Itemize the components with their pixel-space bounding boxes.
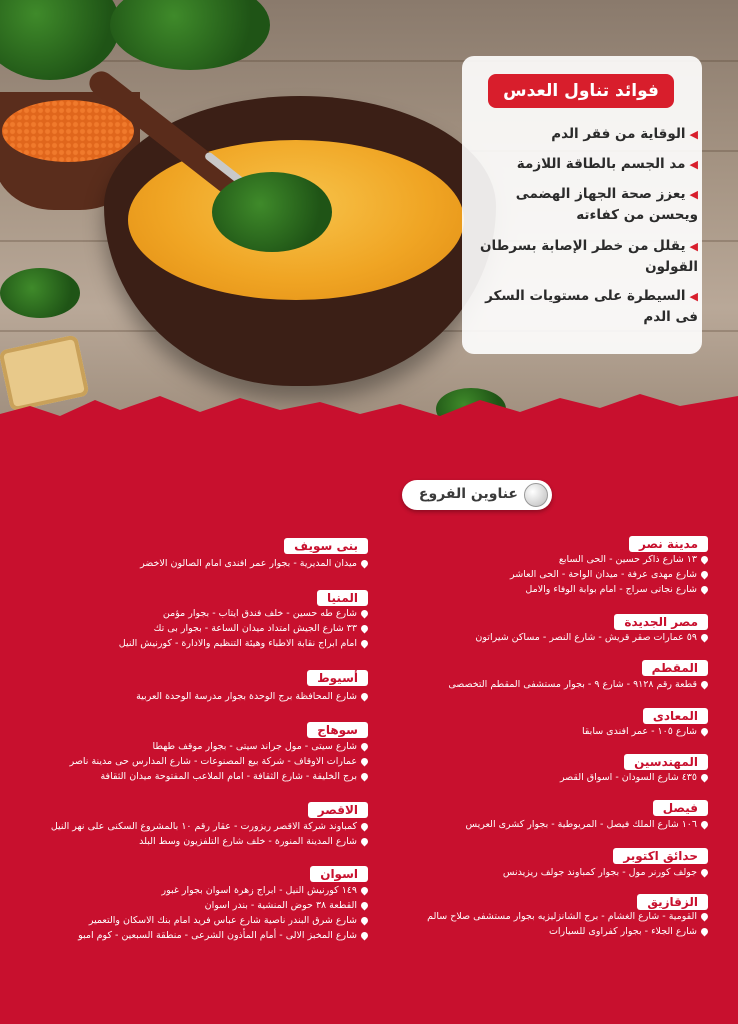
city-label: المقطم [642, 660, 708, 676]
location-pin-icon [360, 822, 370, 832]
location-pin-icon [700, 912, 710, 922]
pin-ball-icon [524, 483, 548, 507]
location-pin-icon [700, 680, 710, 690]
benefit-item [480, 236, 698, 277]
benefit-text: مد الجسم بالطاقة اللازمة [516, 156, 686, 172]
location-pin-icon [360, 624, 370, 634]
address-line: القومية - شارع الغشام - برج الشانزليزيه بجوار مستشفى صلاح سالم [427, 910, 708, 924]
bullet-arrow-icon: ◀ [689, 188, 698, 201]
benefit-text: يقلل من خطر الإصابة بسرطان القولون [480, 238, 698, 275]
torn-paper-edge [0, 388, 738, 448]
address-line: شارع شرق البندر ناصية شارع عباس فريد امام بنك الاسكان والتعمير [89, 914, 368, 928]
parsley-leaves [0, 268, 80, 318]
benefit-text: السيطرة على مستويات السكر فى الدم [485, 288, 698, 325]
city-label: المهندسين [624, 754, 708, 770]
location-pin-icon [700, 585, 710, 595]
location-pin-icon [360, 772, 370, 782]
location-pin-icon [700, 927, 710, 937]
address-line: شارع طه حسين - خلف فندق ايتاب - بجوار مؤمن [163, 607, 368, 621]
location-pin-icon [360, 837, 370, 847]
benefits-title: فوائد تناول العدس [488, 74, 674, 108]
address-line: القطعة ٣٨ حوض المنشية - بندر اسوان [205, 899, 368, 913]
city-label: أسيوط [307, 670, 368, 686]
benefit-text: الوقاية من فقر الدم [551, 126, 686, 142]
city-label: فيصل [653, 800, 708, 816]
benefit-item [480, 124, 698, 145]
address-line: جولف كورنر مول - بجوار كمباوند جولف ريزيدنس [503, 866, 708, 880]
benefit-item [480, 184, 698, 225]
address-line: ٥٩ عمارات صقر قريش - شارع النصر - مساكن شيراتون [475, 631, 708, 645]
address-line: ١٤٩ كورنيش النيل - ابراج زهرة اسوان بجوار غبور [162, 884, 368, 898]
address-line: ميدان المديرية - بجوار عمر افندى امام الصالون الاخضر [140, 557, 368, 571]
address-line: شارع الجلاء - بجوار كفراوى للسيارات [549, 925, 708, 939]
location-pin-icon [360, 742, 370, 752]
location-pin-icon [700, 820, 710, 830]
address-line: شارع المحافظة برج الوحدة بجوار مدرسة الوحدة العربية [136, 690, 368, 704]
bullet-arrow-icon: ◀ [689, 240, 698, 253]
bullet-arrow-icon: ◀ [689, 128, 698, 141]
address-line: عمارات الاوقاف - شركة بيع المصنوعات - شارع المدارس حى مدينة ناصر [70, 755, 368, 769]
address-line: شارع مهدى عرفة - ميدان الواحة - الحى العاشر [510, 568, 708, 582]
location-pin-icon [700, 868, 710, 878]
city-label: بنى سويف [284, 538, 368, 554]
branches-title: عناوين الفروع [418, 486, 518, 502]
city-label: سوهاج [307, 722, 368, 738]
city-label: اسوان [310, 866, 368, 882]
address-line: شارع المخبز الالى - أمام المأذون الشرعى - منطقة السبعين - كوم امبو [78, 929, 368, 943]
address-line: ٤٣٥ شارع السودان - اسواق القصر [560, 771, 708, 785]
location-pin-icon [360, 757, 370, 767]
branches-title-pill [402, 480, 552, 510]
location-pin-icon [360, 916, 370, 926]
location-pin-icon [360, 609, 370, 619]
address-line: كمباوند شركة الاقصر ريزورت - عقار رقم ١٠ بالمشروع السكنى على نهر النيل [51, 820, 368, 834]
address-line: شارع ١٠٥ - عمر افندى سابقا [582, 725, 708, 739]
location-pin-icon [360, 886, 370, 896]
address-line: ٣٣ شارع الجيش امتداد ميدان الساعة - بجوار بى تك [154, 622, 368, 636]
location-pin-icon [700, 570, 710, 580]
city-label: حدائق اكتوبر [613, 848, 708, 864]
location-pin-icon [700, 633, 710, 643]
address-line: شارع نجاتى سراج - امام بوابة الوفاء والامل [525, 583, 708, 597]
bullet-arrow-icon: ◀ [689, 158, 698, 171]
benefit-item [480, 154, 698, 175]
benefit-text: يعزز صحة الجهاز الهضمى ويحسن من كفاءته [515, 186, 698, 223]
city-label: الاقصر [308, 802, 368, 818]
location-pin-icon [360, 639, 370, 649]
location-pin-icon [700, 727, 710, 737]
city-label: مصر الجديدة [614, 614, 708, 630]
location-pin-icon [700, 555, 710, 565]
address-line: ١٣ شارع ذاكر حسين - الحى السابع [559, 553, 708, 567]
bullet-arrow-icon: ◀ [689, 290, 698, 303]
address-line: شارع سيتى - مول جراند سيتى - بجوار موقف طهطا [152, 740, 368, 754]
city-label: المنيا [317, 590, 368, 606]
address-line: قطعة رقم ٩١٢٨ - شارع ٩ - بجوار مستشفى المقطم التخصصى [448, 678, 708, 692]
parsley-leaves [0, 0, 120, 80]
city-label: مدينة نصر [629, 536, 708, 552]
benefit-item [480, 286, 698, 327]
location-pin-icon [360, 931, 370, 941]
location-pin-icon [360, 901, 370, 911]
city-label: الزقازيق [637, 894, 708, 910]
location-pin-icon [360, 559, 370, 569]
location-pin-icon [700, 773, 710, 783]
address-line: برج الخليفة - شارع الثقافة - امام الملاعب المفتوحة ميدان الثقافة [100, 770, 368, 784]
address-line: شارع المدينة المنورة - خلف شارع التلفزيون وسط البلد [139, 835, 368, 849]
address-line: امام ابراج نقابة الاطباء وهيئة التنظيم والادارة - كورنيش النيل [119, 637, 368, 651]
location-pin-icon [360, 692, 370, 702]
address-line: ١٠٦ شارع الملك فيصل - المريوطية - بجوار كشرى العريس [465, 818, 708, 832]
city-label: المعادى [643, 708, 708, 724]
parsley-garnish [212, 172, 332, 252]
